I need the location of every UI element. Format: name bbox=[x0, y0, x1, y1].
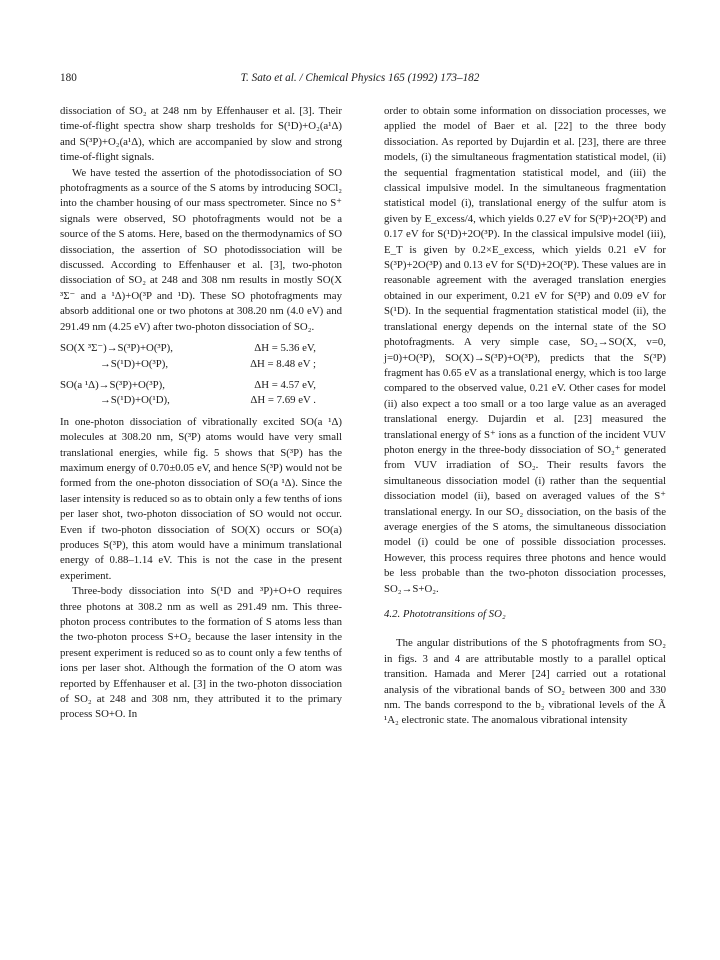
page-number: 180 bbox=[60, 72, 77, 84]
page-header bbox=[60, 72, 660, 88]
equation-so-x: SO(X ³Σ⁻)→S(³P)+O(³P), ΔH = 5.36 eV, →S(¹D)+O(³P), ΔH = 8.48 eV ; bbox=[60, 342, 316, 370]
paragraph: The angular distributions of the S photofragments from SO₂ in figs. 3 and 4 are attributable mostly to a parallel optical transition. Hamada and Merer [24] carried out a rotational analysis of the vibrational bands of SO₂ between 300 and 330 nm. The bands correspond to the b₂ vibrational levels of the Ã ¹A₂ electronic state. The anomalous vibrational intensity bbox=[384, 637, 666, 727]
paragraph: We have tested the assertion of the photodissociation of SO photofragments as a source of the S atoms by introducing SOCl₂ into the chamber housing of our mass spectrometer. Since no S⁺ signals were observed, SO photofragments would not be a source of the S atoms. Here, based on the thermodynamics of SO dissociation, the assertion of SO photodissociation will be discussed. According to Effenhauser et al. [3], two-photon dissociation of SO₂ at 248 and 308 nm results in mostly SO(X ³Σ⁻ and a ¹Δ)+O(³P and ¹D). These SO photofragments may absorb additional one or two photons at 308.20 nm (4.0 eV) and 291.49 nm (4.25 eV) after two-photon dissociation of SO₂. bbox=[60, 166, 342, 333]
section-heading: 4.2. Phototransitions of SO₂ bbox=[384, 608, 506, 620]
paragraph: order to obtain some information on dissociation processes, we applied the model of Baer et al. [22] to the three body dissociation. As reported by Dujardin et al. [23], there are three models, (i) the simultaneous fragmentation statistical model, (ii) the sequential fragmentation statistical model, and (iii) the classical impulsive model. In the simultaneous fragmentation statistical model (i), translational energy of the sulfur atom is given by E_excess/4, which yields 0.27 eV for S(³P)+2O(³P) and 0.17 eV for S(¹D)+2O(³P). In the classical impulsive model (iii), E_T is given by 0.2×E_excess, which yields 0.21 eV for S(³P)+2O(³P) and 0.13 eV for S(¹D)+2O(³P). These values are in reasonable agreement with the averaged translation energies obtained in our experiment, 0.21 eV for S(³P) and 0.09 eV for S(¹D). In the sequential fragmentation statistical model (ii), the translational energy depends on the internal state of the SO photofragments. A very simple case, SO₂→SO(X, v=0, j=0)+O(³P), SO(X)→S(³P)+O(³P), predicts that the S(³P) fragment has 0.65 eV as a translational energy, which is too large compared to the observed value, 0.21 eV. Other cases for model (ii) also expect a too small or a too large value as an averaged translational energy. Dujardin et al. [23] measured the translational energy of S⁺ ions as a function of the incident VUV photon energy in the three-body dissociation of SO₂⁺ generated from VUV irradiation of SO₂. Their results favors the simultaneous dissociation model (i) rather than the sequential dissociation model (ii), based on averaged values of the S⁺ translational energy. In our SO₂ dissociation, on the basis of the average energies of the S atoms, the simultaneous dissociation model (i) could be one of possible dissociation processes. However, this process requires three photons and hence would be less probable than the two-photon dissociation processes, SO₂→S+O₂. bbox=[384, 105, 666, 595]
equation-so-a: SO(a ¹Δ)→S(³P)+O(³P), ΔH = 4.57 eV, →S(¹D)+O(¹D), ΔH = 7.69 eV . bbox=[60, 378, 316, 407]
paragraph: In one-photon dissociation of vibrationally excited SO(a ¹Δ) molecules at 308.20 nm, S(³P) atoms would have very small translational energies, while fig. 5 shows that S(³P) has the maximum energy of 0.70±0.05 eV, and hence S(³P) would not be formed from the one-photon dissociation of SO(a ¹Δ). Since the laser intensity is reduced so as to obtain only a few tenths of ions per laser shot, two-photon dissociation of SO would not occur. Even if two-photon dissociation of SO(X) occurs or SO(a) produces S(³P), this atom would have a minimum translational energy of 0.88–1.14 eV. This is not the case in the present experiment. bbox=[60, 415, 342, 582]
right-column bbox=[384, 104, 666, 729]
left-column bbox=[60, 104, 342, 723]
paragraph: Three-body dissociation into S(¹D and ³P)+O+O requires three photons at 308.2 nm as well as 291.49 nm. This three-photon process contributes to the formation of S atoms less than the two-photon process S+O₂ because the laser intensity in the present experiment is reduced so as to count only a few tenths of ions per laser shot. Although the formation of the O atom was reported by Effenhauser et al. [3] in the two-photon dissociation of SO₂ at 248 and 308 nm, they attributed it to the primary process SO+O. In bbox=[60, 585, 342, 721]
running-head: T. Sato et al. / Chemical Physics 165 (1992) 173–182 bbox=[240, 72, 480, 84]
paragraph: dissociation of SO₂ at 248 nm by Effenhauser et al. [3]. Their time-of-flight spectra show sharp tresholds for S(¹D)+O₂(a¹Δ) and S(³P)+O₂(a¹Δ), which are accompanied by slow and strong time-of-flight signals. bbox=[60, 105, 342, 164]
